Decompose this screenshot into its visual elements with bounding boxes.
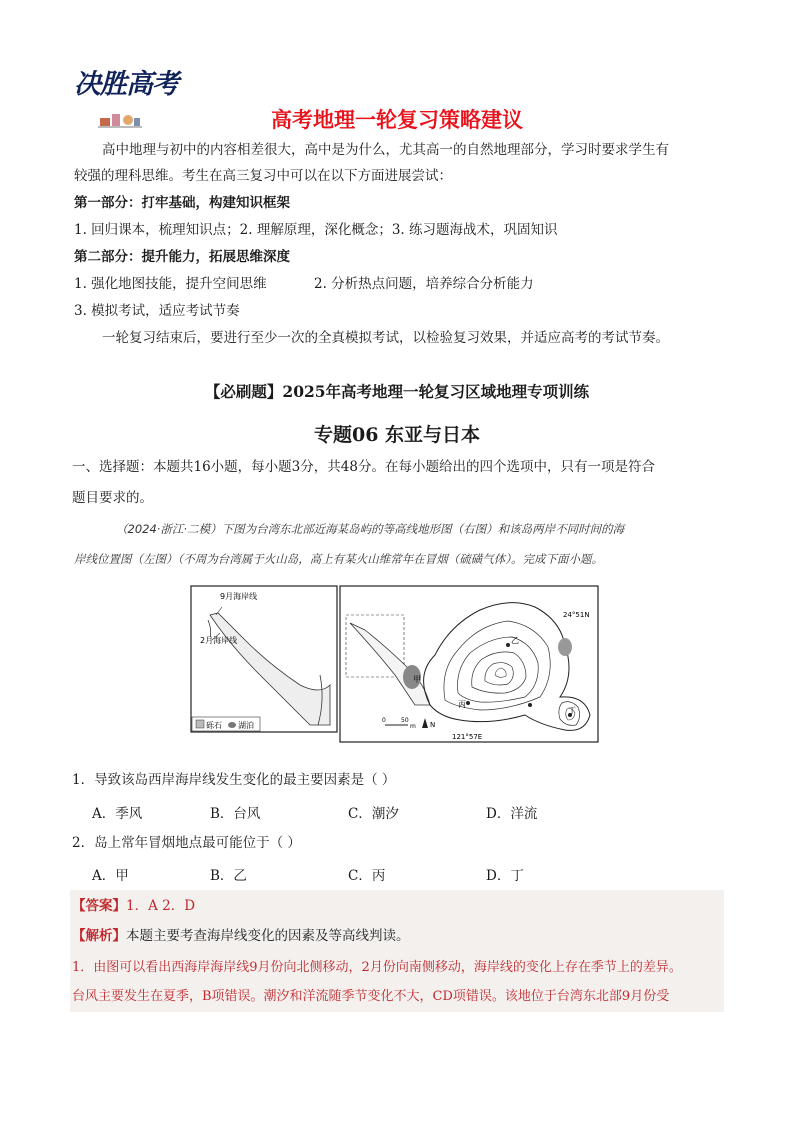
q2-option-d[interactable]: D．丁	[486, 868, 524, 884]
analysis-line-2: 台风主要发生在夏季，B项错误。潮汐和洋流随季节变化不大，CD项错误。该地位于台湾东北部9月份受	[72, 989, 670, 1004]
part2-item-2: 2. 分析热点问题，培养综合分析能力	[314, 276, 534, 292]
q1-option-b[interactable]: B．台风	[210, 806, 261, 822]
legend-lake-label: 湖泊	[238, 721, 254, 730]
coastline-sep-label: 9月海岸线	[220, 592, 258, 601]
map-figure	[190, 585, 600, 745]
legend-gravel-icon	[196, 720, 204, 728]
question-1-stem: 1．导致该岛西岸海岸线发生变化的最主要因素是（ ）	[72, 772, 396, 788]
lon-label: 121°57E	[452, 733, 483, 741]
q1-option-c[interactable]: C．潮汐	[348, 806, 399, 822]
answer-value: 1．A 2．D	[126, 898, 196, 914]
mark-bing: 丙	[458, 700, 466, 709]
mark-yi: 乙	[511, 636, 519, 645]
q2-option-b[interactable]: B．乙	[210, 868, 247, 884]
scale-value: 50	[401, 717, 409, 724]
page-title: 高考地理一轮复习策略建议	[271, 108, 523, 132]
analysis-line	[72, 926, 724, 946]
scale-zero: 0	[382, 717, 386, 724]
scale-unit: m	[410, 723, 416, 730]
part2-item-3: 3. 模拟考试，适应考试节奏	[74, 303, 240, 319]
source-line-2: 岸线位置图（左图）（不周为台湾属于火山岛，高上有某火山维常年在冒烟（硫磺气体）。完成下面小题。	[74, 552, 603, 566]
answer-label: 【答案】	[72, 898, 126, 914]
topic-title: 专题06 东亚与日本	[313, 424, 481, 446]
part2-note: 一轮复习结束后，要进行至少一次的全真模拟考试，以检验复习效果，并适应高考的考试节奏。	[102, 330, 669, 346]
brand-logo: 决胜高考	[74, 69, 178, 100]
mark-ding: 丁	[568, 706, 576, 715]
lat-label: 24°51N	[563, 611, 590, 619]
instructions-line-1: 一、选择题：本题共16小题，每小题3分，共48分。在每小题给出的四个选项中，只有一项是符合	[72, 459, 655, 475]
legend-lake-icon	[228, 722, 236, 728]
analysis-label: 【解析】	[72, 928, 126, 944]
north-label: N	[430, 721, 436, 729]
intro-line-2: 较强的理科思维。考生在高三复习中可以在以下方面进展尝试：	[74, 168, 452, 184]
analysis-line-1: 1．由图可以看出西海岸海岸线9月份向北侧移动，2月份向南侧移动，海岸线的变化上存在季节上的差异。	[72, 960, 682, 975]
source-line-1: （2024·浙江·二模）下图为台湾东北部近海某岛屿的等高线地形图（右图）和该岛两岸不同时间的海	[116, 522, 625, 536]
answer-line	[72, 896, 724, 916]
map-svg	[190, 585, 600, 745]
part2-item-1: 1. 强化地图技能，提升空间思维	[74, 276, 267, 292]
intro-line-1: 高中地理与初中的内容相差很大，高中是为什么，尤其高一的自然地理部分，学习时要求学生有	[102, 142, 669, 158]
instructions-line-2: 题目要求的。	[72, 490, 153, 506]
right-map-frame	[340, 586, 598, 742]
analysis-text: 本题主要考查海岸线变化的因素及等高线判读。	[126, 928, 410, 944]
exam-subtitle: 【必刷题】2025年高考地理一轮复习区域地理专项训练	[204, 382, 590, 401]
part1-heading: 第一部分：打牢基础，构建知识框架	[74, 195, 290, 211]
question-2-stem: 2．岛上常年冒烟地点最可能位于（ ）	[72, 835, 301, 851]
mark-jia: 甲	[413, 675, 421, 684]
q2-option-a[interactable]: A．甲	[92, 868, 129, 884]
q2-option-c[interactable]: C．丙	[348, 868, 386, 884]
q1-option-d[interactable]: D．洋流	[486, 806, 538, 822]
coastline-feb-label: 2月海岸线	[200, 636, 238, 645]
q1-option-a[interactable]: A．季风	[92, 806, 143, 822]
part2-heading: 第二部分：提升能力，拓展思维深度	[74, 249, 290, 265]
legend-gravel-label: 砾石	[206, 721, 222, 730]
part1-items: 1. 回归课本，梳理知识点；2. 理解原理，深化概念；3. 练习题海战术，巩固知识	[74, 222, 558, 238]
right-lake-shape	[558, 638, 572, 656]
